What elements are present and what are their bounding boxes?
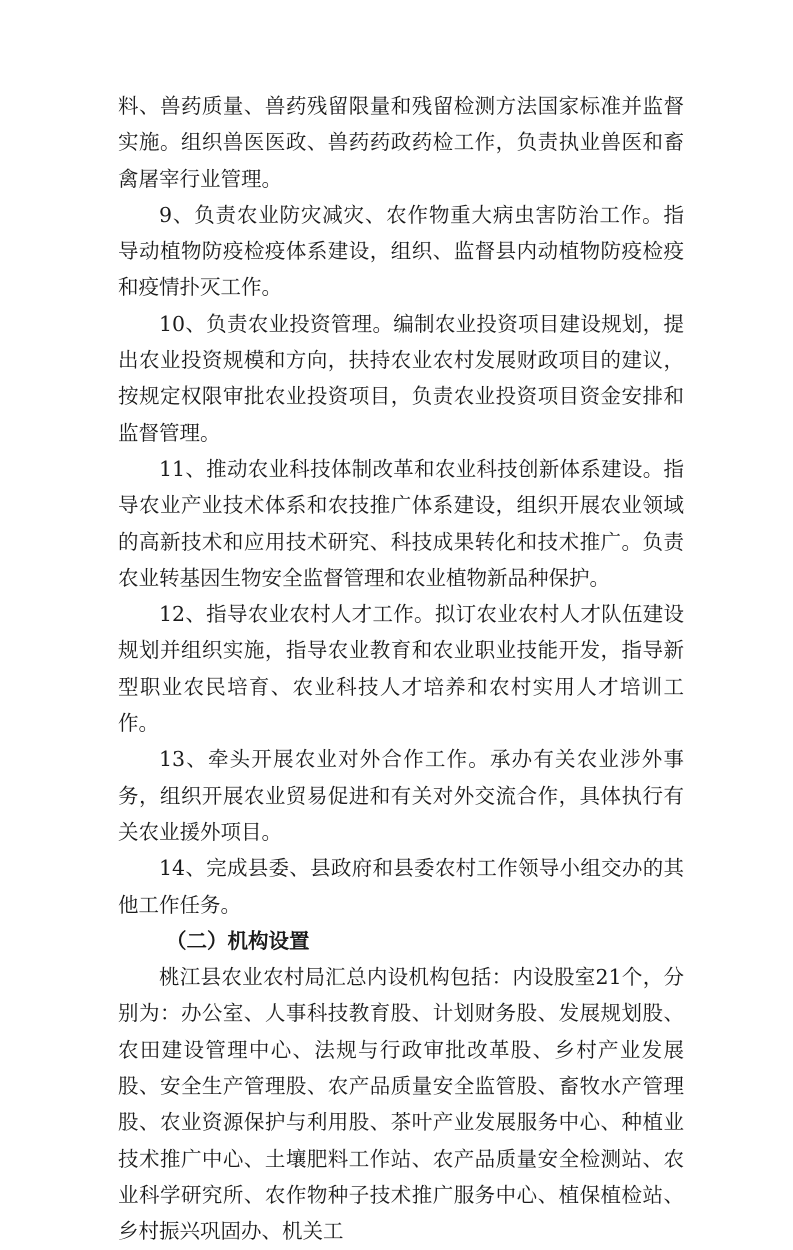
paragraph-item-11: 11、推动农业科技体制改革和农业科技创新体系建设。指导农业产业技术体系和农技推广体系建设，组织开展农业领域的高新技术和应用技术研究、科技成果转化和技术推广。负责农业转基因生物安全监督管理和农业植物新品种保护。 [118,456,684,590]
document-page [118,88,684,1250]
paragraph-item-10: 10、负责农业投资管理。编制农业投资项目建设规划，提出农业投资规模和方向，扶持农业农村发展财政项目的建议，按规定权限审批农业投资项目，负责农业投资项目资金安排和监督管理。 [118,311,684,445]
paragraph-item-9: 9、负责农业防灾减灾、农作物重大病虫害防治工作。指导动植物防疫检疫体系建设，组织、监督县内动植物防疫检疫和疫情扑灭工作。 [118,202,684,300]
paragraph-continuation: 料、兽药质量、兽药残留限量和残留检测方法国家标准并监督实施。组织兽医医政、兽药药政药检工作，负责执业兽医和畜禽屠宰行业管理。 [118,94,684,191]
paragraph-item-12: 12、指导农业农村人才工作。拟订农业农村人才队伍建设规划并组织实施，指导农业教育和农业职业技能开发，指导新型职业农民培育、农业科技人才培养和农村实用人才培训工作。 [118,602,684,736]
section-heading: （二）机构设置 [166,928,310,953]
paragraph-item-14: 14、完成县委、县政府和县委农村工作领导小组交办的其他工作任务。 [118,856,684,917]
paragraph-item-13: 13、牵头开展农业对外合作工作。承办有关农业涉外事务，组织开展农业贸易促进和有关对外交流合作，具体执行有关农业援外项目。 [118,747,684,844]
section-body-paragraph: 桃江县农业农村局汇总内设机构包括：内设股室21个，分别为：办公室、人事科技教育股、计划财务股、发展规划股、农田建设管理中心、法规与行政审批改革股、乡村产业发展股、安全生产管理股、农产品质量安全监管股、畜牧水产管理股、农业资源保护与利用股、茶叶产业发展服务中心、种植业技术推广中心、土壤肥料工作站、农产品质量安全检测站、农业科学研究所、农作物种子技术推广服务中心、植保植检站、乡村振兴巩固办、机关工 [118,965,684,1244]
